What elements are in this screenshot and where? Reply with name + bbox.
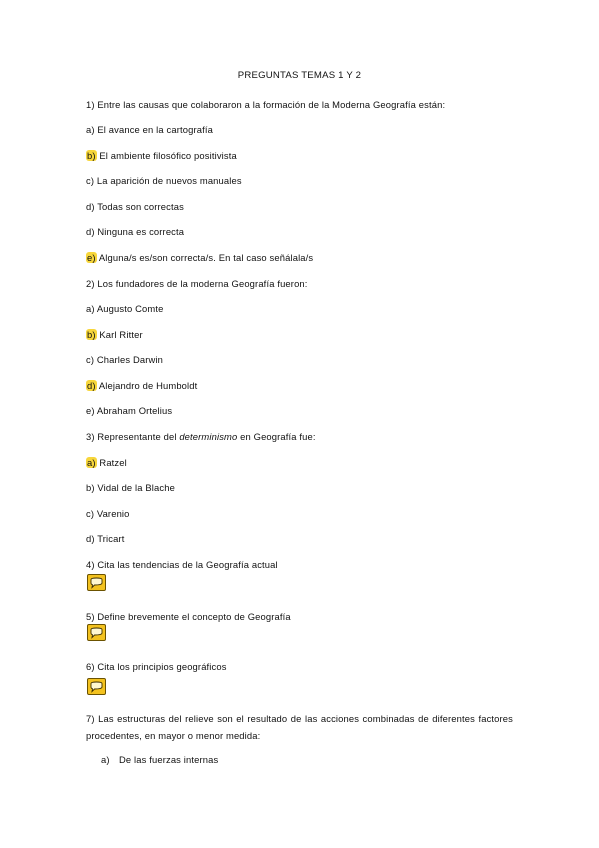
q2-option-b (86, 329, 143, 341)
q3-option-d: d) Tricart (86, 533, 125, 544)
option-text: Alguna/s es/son correcta/s. En tal caso señálala/s (96, 252, 314, 263)
q1-option-e (86, 252, 313, 264)
highlight-mark[interactable]: e) (87, 252, 96, 263)
q1-option-d2: d) Ninguna es correcta (86, 226, 185, 237)
question-text: 3) Representante del (86, 431, 180, 442)
q1-option-d: d) Todas son correctas (86, 201, 184, 212)
comment-icon[interactable] (87, 624, 106, 641)
q1-option-a: a) El avance en la cartografía (86, 124, 213, 135)
question-6: 6) Cita los principios geográficos (86, 661, 227, 672)
option-text: Ratzel (96, 457, 127, 468)
question-3 (86, 431, 316, 443)
highlight-mark[interactable]: b) (87, 150, 96, 161)
highlight-mark[interactable]: a) (87, 457, 96, 468)
q2-option-a: a) Augusto Comte (86, 303, 164, 314)
question-2: 2) Los fundadores de la moderna Geografía fueron: (86, 278, 308, 289)
option-text: Alejandro de Humboldt (96, 380, 198, 391)
q3-option-a (86, 457, 127, 469)
question-7: 7) Las estructuras del relieve son el resultado de las acciones combinadas de diferentes factores procedentes, en mayor o menor medida: (86, 713, 513, 741)
question-1: 1) Entre las causas que colaboraron a la formación de la Moderna Geografía están: (86, 99, 446, 110)
comment-icon[interactable] (87, 678, 106, 695)
q2-option-e: e) Abraham Ortelius (86, 405, 173, 416)
q3-option-b: b) Vidal de la Blache (86, 482, 175, 493)
q7-option-a-letter: a) (101, 754, 110, 765)
page-title: PREGUNTAS TEMAS 1 Y 2 (237, 70, 362, 81)
option-text: El ambiente filosófico positivista (96, 150, 237, 161)
q7-option-a-text: De las fuerzas internas (119, 754, 219, 765)
question-4: 4) Cita las tendencias de la Geografía actual (86, 559, 278, 570)
q1-option-b (86, 150, 237, 162)
highlight-mark[interactable]: d) (87, 380, 96, 391)
q3-option-c: c) Varenio (86, 508, 130, 519)
option-text: Karl Ritter (96, 329, 143, 340)
italic-term: determinismo (179, 431, 238, 442)
question-5: 5) Define brevemente el concepto de Geografía (86, 611, 291, 622)
q2-option-c: c) Charles Darwin (86, 354, 164, 365)
q1-option-c: c) La aparición de nuevos manuales (86, 175, 242, 186)
q2-option-d (86, 380, 197, 392)
question-text: en Geografía fue: (237, 431, 316, 442)
comment-icon[interactable] (87, 574, 106, 591)
highlight-mark[interactable]: b) (87, 329, 96, 340)
